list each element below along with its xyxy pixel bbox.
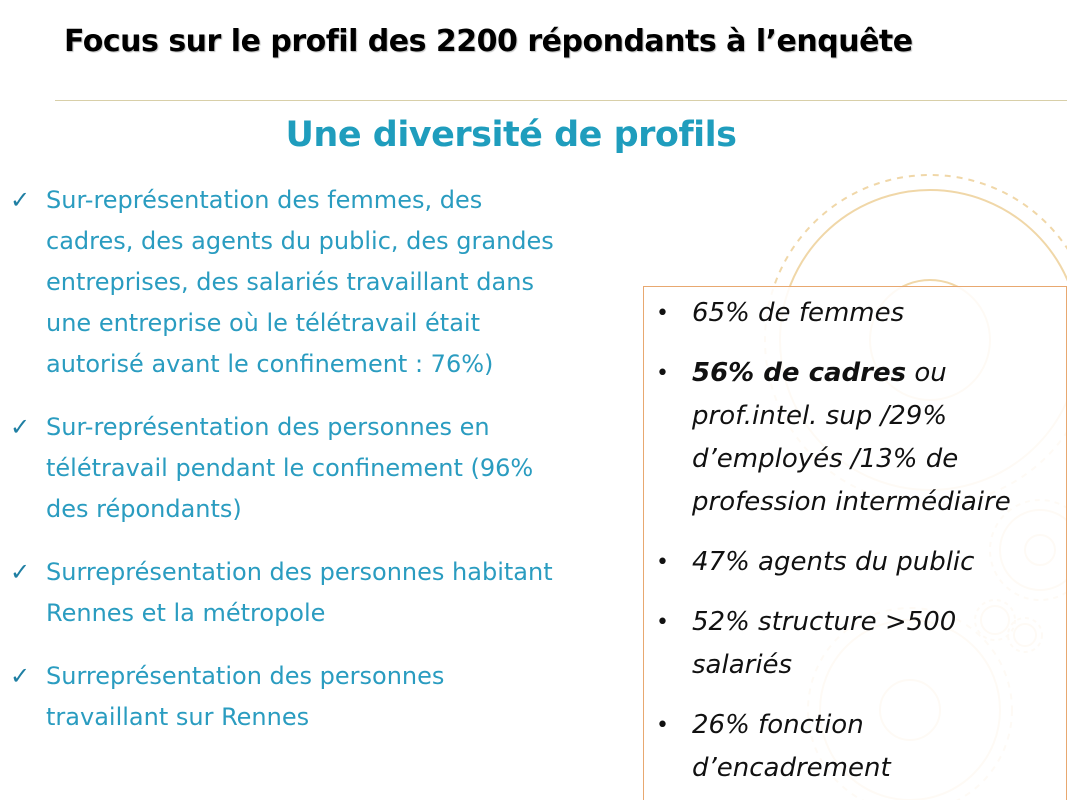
item-text-line: une entreprise où le télétravail était	[46, 309, 480, 337]
figure-text-line	[692, 352, 1059, 395]
item-text-line: Rennes et la métropole	[46, 599, 326, 627]
item-text-line: Sur-représentation des femmes, des	[46, 186, 483, 214]
bullet-icon: •	[656, 550, 669, 575]
figure-text: 65% de femmes	[692, 298, 905, 328]
bullet-icon: •	[656, 713, 669, 738]
checkmark-icon: ✓	[10, 558, 31, 586]
bullet-icon: •	[656, 610, 669, 635]
item-text-line: cadres, des agents du public, des grandes	[46, 227, 554, 255]
item-text-line: travaillant sur Rennes	[46, 703, 310, 731]
figure-text: ou	[906, 358, 947, 388]
item-text-line: entreprises, des salariés travaillant dans	[46, 268, 534, 296]
list-item	[10, 407, 630, 530]
list-item	[10, 552, 630, 634]
list-item	[654, 292, 1059, 335]
bullet-icon: •	[656, 361, 669, 386]
figure-emphasis: 56% de cadres	[692, 358, 907, 388]
checkmark-icon: ✓	[10, 186, 31, 214]
item-text-line: Sur-représentation des personnes en	[46, 413, 490, 441]
item-text-line: autorisé avant le confinement : 76%)	[46, 350, 494, 378]
item-text-line: télétravail pendant le confinement (96%	[46, 454, 534, 482]
slide-subtitle: Une diversité de profils	[285, 115, 737, 155]
figure-text: prof.intel. sup /29%	[692, 401, 948, 431]
figure-text: d’employés /13% de	[692, 444, 959, 474]
figure-text: 26% fonction	[692, 710, 864, 740]
list-item	[10, 180, 630, 385]
checkmark-icon: ✓	[10, 662, 31, 690]
list-item	[654, 541, 1059, 584]
bullet-icon: •	[656, 301, 669, 326]
item-text-line: Surreprésentation des personnes	[46, 662, 445, 690]
title-divider	[55, 100, 1067, 101]
list-item	[654, 704, 1059, 790]
slide-title: Focus sur le profil des 2200 répondants à l’enquête	[64, 24, 913, 59]
item-text-line: des répondants)	[46, 495, 242, 523]
item-text-line: Surreprésentation des personnes habitant	[46, 558, 553, 586]
list-item	[10, 656, 630, 738]
profile-observations-list	[10, 180, 630, 738]
figure-text: 52% structure >500	[692, 607, 957, 637]
list-item	[654, 352, 1059, 524]
key-figures-list	[654, 292, 1059, 800]
checkmark-icon: ✓	[10, 413, 31, 441]
list-item	[654, 601, 1059, 687]
figure-text: 47% agents du public	[692, 547, 975, 577]
figure-text: profession intermédiaire	[692, 487, 1011, 517]
figure-text: d’encadrement	[692, 753, 891, 783]
figure-text: salariés	[692, 650, 793, 680]
